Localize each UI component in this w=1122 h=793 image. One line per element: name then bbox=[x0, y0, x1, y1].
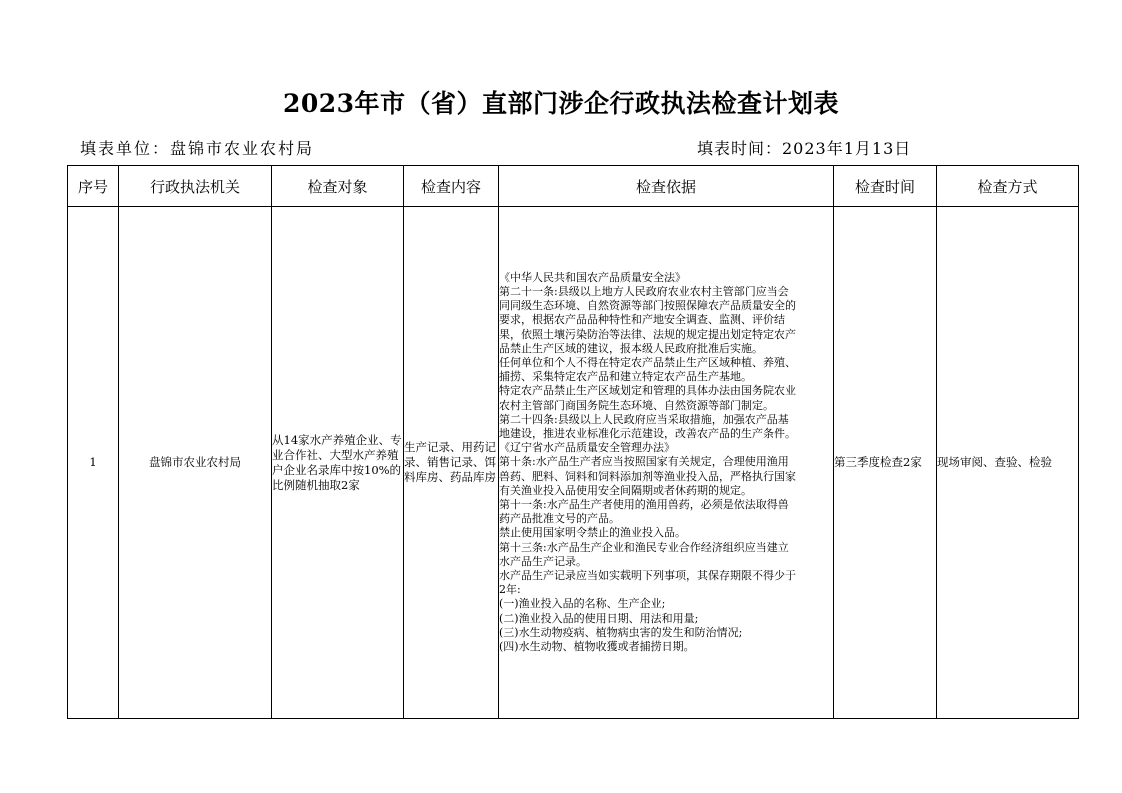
header-method: 检查方式 bbox=[937, 166, 1079, 207]
basis-line: 品禁止生产区域的建议，报本级人民政府批准后实施。 bbox=[499, 341, 763, 355]
header-no: 序号 bbox=[68, 166, 119, 207]
basis-line: 《中华人民共和国农产品质量安全法》 bbox=[499, 270, 686, 284]
basis-line: 第十条:水产品生产者应当按照国家有关规定，合理使用渔用 bbox=[499, 455, 789, 469]
basis-line: 捕捞、采集特定农产品和建立特定农产品生产基地。 bbox=[499, 370, 752, 384]
basis-line: 第二十一条:县级以上地方人民政府农业农村主管部门应当会 bbox=[499, 284, 789, 298]
inspection-plan-table bbox=[67, 165, 1079, 719]
header-agency: 行政执法机关 bbox=[119, 166, 272, 207]
basis-line: (三)水生动物疫病、植物病虫害的发生和防治情况; bbox=[499, 625, 743, 639]
cell-target: 从14家水产养殖企业、专业合作社、大型水产养殖户企业名录库中按10%的比例随机抽取2家 bbox=[272, 207, 404, 719]
cell-basis bbox=[499, 207, 834, 719]
basis-line: 特定农产品禁止生产区域划定和管理的具体办法由国务院农业 bbox=[499, 384, 796, 398]
table-row bbox=[68, 207, 1079, 719]
basis-line: 任何单位和个人不得在特定农产品禁止生产区域种植、养殖、 bbox=[499, 355, 796, 369]
basis-line: 水产品生产记录。 bbox=[499, 554, 587, 568]
basis-line: 第十三条:水产品生产企业和渔民专业合作经济组织应当建立 bbox=[499, 540, 789, 554]
basis-line: (二)渔业投入品的使用日期、用法和用量; bbox=[499, 611, 699, 625]
page-title: 2023年市（省）直部门涉企行政执法检查计划表 bbox=[282, 89, 840, 118]
basis-line: 第十一条:水产品生产者使用的渔用兽药，必须是依法取得兽 bbox=[499, 498, 789, 511]
table-header-row bbox=[68, 166, 1079, 207]
cell-time: 第三季度检查2家 bbox=[834, 207, 937, 719]
basis-line: 第二十四条:县级以上人民政府应当采取措施，加强农产品基 bbox=[499, 412, 789, 426]
header-content: 检查内容 bbox=[404, 166, 499, 207]
basis-line: (一)渔业投入品的名称、生产企业; bbox=[499, 597, 666, 611]
basis-line: 《辽宁省水产品质量安全管理办法》 bbox=[499, 441, 675, 455]
basis-line: 同同级生态环境、自然资源等部门按照保障农产品质量安全的 bbox=[499, 299, 796, 313]
basis-line: 地建设，推进农业标准化示范建设，改善农产品的生产条件。 bbox=[499, 426, 796, 440]
basis-line: (四)水生动物、植物收獲或者捕捞日期。 bbox=[499, 640, 695, 654]
basis-line: 兽药、肥料、饲料和饲料添加剂等渔业投入品，严格执行国家 bbox=[499, 469, 796, 483]
basis-line: 药产品批准文号的产品。 bbox=[499, 512, 620, 526]
basis-line: 有关渔业投入品使用安全间隔期或者休药期的规定。 bbox=[499, 483, 752, 497]
filling-unit: 填表单位：盘锦市农业农村局 bbox=[80, 139, 315, 158]
header-time: 检查时间 bbox=[834, 166, 937, 207]
header-target: 检查对象 bbox=[272, 166, 404, 207]
basis-line: 禁止使用国家明令禁止的渔业投入品。 bbox=[499, 526, 686, 540]
cell-agency: 盘锦市农业农村局 bbox=[119, 207, 272, 719]
cell-method: 现场审阅、查验、检验 bbox=[937, 207, 1079, 719]
basis-line: 2年: bbox=[499, 583, 521, 597]
basis-line: 水产品生产记录应当如实载明下列事项，其保存期限不得少于 bbox=[499, 569, 796, 583]
cell-no: 1 bbox=[68, 207, 119, 719]
cell-content: 生产记录、用药记录、销售记录、饵料库房、药品库房 bbox=[404, 207, 499, 719]
filling-date: 填表时间：2023年1月13日 bbox=[697, 139, 912, 158]
header-basis: 检查依据 bbox=[499, 166, 834, 207]
basis-line: 果，依照土壤污染防治等法律、法规的规定提出划定特定农产 bbox=[499, 327, 796, 341]
basis-line: 要求，根据农产品品种特性和产地安全调查、监测、评价结 bbox=[499, 313, 785, 327]
basis-line: 农村主管部门商国务院生态环境、自然资源等部门制定。 bbox=[499, 398, 774, 412]
